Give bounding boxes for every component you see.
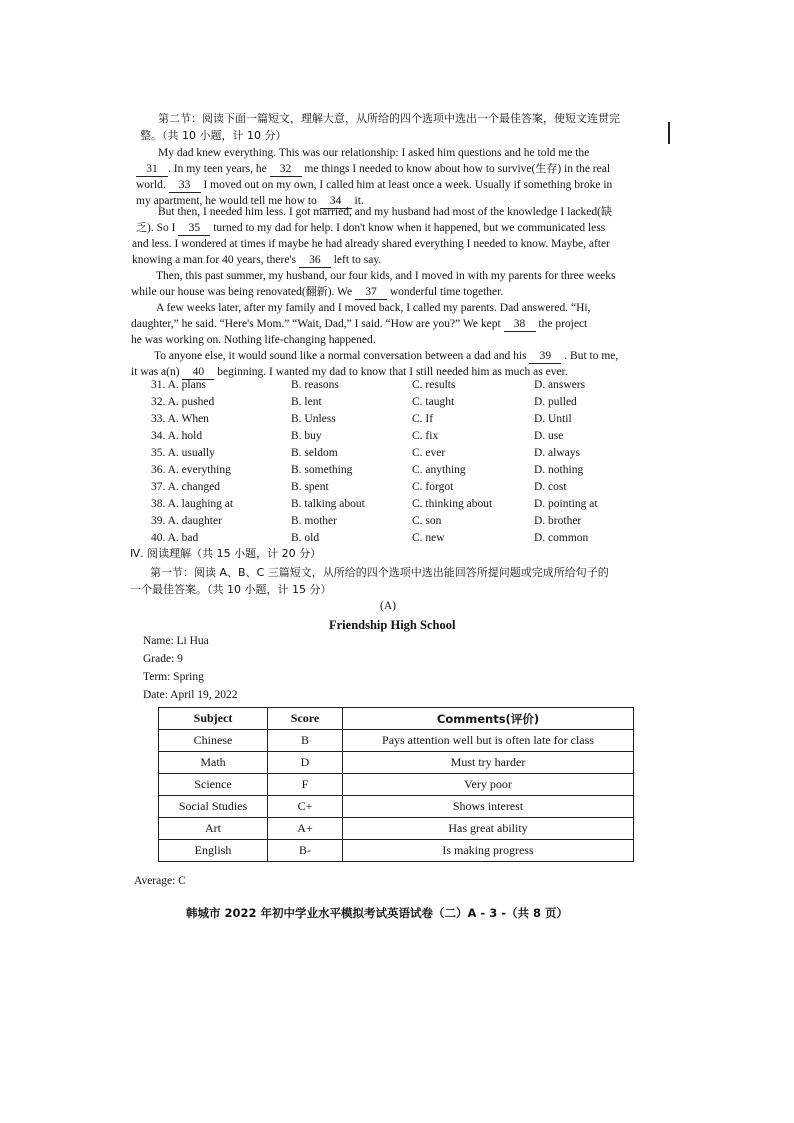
option-32-a: 32. A. pushed	[151, 396, 215, 408]
blank-39: 39	[529, 350, 561, 364]
student-grade: Grade: 9	[143, 653, 183, 665]
cell-score: A+	[268, 818, 343, 840]
option-31-c: C. results	[412, 379, 456, 391]
option-32-b: B. lent	[291, 396, 322, 408]
cell-score: F	[268, 774, 343, 796]
option-33-b: B. Unless	[291, 413, 336, 425]
table-header-row	[159, 708, 634, 730]
option-35-c: C. ever	[412, 447, 446, 459]
section2-instruction-line2: 整。（共 10 小题，计 10 分）	[140, 129, 287, 142]
option-36-c: C. anything	[412, 464, 466, 476]
option-38-c: C. thinking about	[412, 498, 493, 510]
cell-comment: Has great ability	[343, 818, 634, 840]
option-33-c: C. If	[412, 413, 434, 425]
blank-32: 32	[270, 163, 302, 177]
passage-line: knowing a man for 40 years, there's 36 left to say.	[132, 254, 382, 266]
report-date: Date: April 19, 2022	[143, 689, 238, 701]
option-37-b: B. spent	[291, 481, 329, 493]
option-31-b: B. reasons	[291, 379, 339, 391]
option-31-a: 31. A. plans	[151, 379, 206, 391]
passage-line: it was a(n) 40 beginning. I wanted my dad to know that I still needed him as much as ever.	[131, 366, 568, 378]
cell-comment: Shows interest	[343, 796, 634, 818]
page-footer: 韩城市 2022 年初中学业水平模拟考试英语试卷（二）A - 3 -（共 8 页）	[186, 906, 568, 920]
option-39-a: 39. A. daughter	[151, 515, 222, 527]
passage-line: my apartment, he would tell me how to 34 it.	[136, 195, 364, 207]
option-39-d: D. brother	[534, 515, 582, 527]
table-row	[159, 774, 634, 796]
option-40-b: B. old	[291, 532, 320, 544]
cell-subject: English	[159, 840, 268, 862]
cell-subject: Social Studies	[159, 796, 268, 818]
passage-line: world. 33 I moved out on my own, I called him at least once a week. Usually if something broke in	[136, 179, 613, 191]
table-row	[159, 752, 634, 774]
table-row	[159, 840, 634, 862]
passage-line: A few weeks later, after my family and I moved back, I called my parents. Dad answered. “Hi,	[156, 302, 591, 314]
margin-mark	[668, 122, 670, 144]
option-32-d: D. pulled	[534, 396, 577, 408]
option-40-a: 40. A. bad	[151, 532, 199, 544]
column-header-score: Score	[268, 708, 343, 730]
cell-comment: Pays attention well but is often late for class	[343, 730, 634, 752]
report-card-table	[158, 707, 634, 862]
cell-subject: Art	[159, 818, 268, 840]
option-35-d: D. always	[534, 447, 580, 459]
cell-score: C+	[268, 796, 343, 818]
passage-line: he was working on. Nothing life-changing happened.	[131, 334, 376, 346]
passage-line: My dad knew everything. This was our relationship: I asked him questions and he told me the	[158, 147, 590, 159]
reading-label: (A)	[380, 600, 396, 612]
option-34-c: C. fix	[412, 430, 439, 442]
blank-31: 31	[136, 163, 168, 177]
passage-line: while our house was being renovated(翻新). We 37 wonderful time together.	[131, 285, 504, 298]
blank-35: 35	[178, 222, 210, 236]
option-34-d: D. use	[534, 430, 564, 442]
option-40-d: D. common	[534, 532, 589, 544]
option-37-c: C. forgot	[412, 481, 454, 493]
cell-score: B	[268, 730, 343, 752]
table-row	[159, 818, 634, 840]
cell-subject: Science	[159, 774, 268, 796]
option-34-b: B. buy	[291, 430, 322, 442]
cell-comment: Must try harder	[343, 752, 634, 774]
column-header-comments: Comments(评价)	[343, 708, 634, 730]
option-39-b: B. mother	[291, 515, 337, 527]
column-header-subject: Subject	[159, 708, 268, 730]
option-36-a: 36. A. everything	[151, 464, 231, 476]
cell-subject: Math	[159, 752, 268, 774]
section2-instruction-line1: 第二节：阅读下面一篇短文，理解大意，从所给的四个选项中选出一个最佳答案，使短文连贯完	[158, 112, 620, 125]
passage-line: 31 . In my teen years, he 32 me things I needed to know about how to survive(生存) in the real	[136, 161, 610, 177]
passage-line: Then, this past summer, my husband, our four kids, and I moved in with my parents for three weeks	[156, 270, 616, 282]
section4-instruction-line2: 一个最佳答案。（共 10 小题，计 15 分）	[130, 583, 332, 596]
option-34-a: 34. A. hold	[151, 430, 203, 442]
term: Term: Spring	[143, 671, 204, 683]
option-36-b: B. something	[291, 464, 353, 476]
cell-score: B-	[268, 840, 343, 862]
passage-line: But then, I needed him less. I got married, and my husband had most of the knowledge I lacked(缺	[158, 205, 612, 218]
cell-comment: Very poor	[343, 774, 634, 796]
option-35-b: B. seldom	[291, 447, 338, 459]
option-40-c: C. new	[412, 532, 445, 544]
option-32-c: C. taught	[412, 396, 455, 408]
option-37-a: 37. A. changed	[151, 481, 220, 493]
table-row	[159, 796, 634, 818]
blank-37: 37	[355, 286, 387, 300]
passage-line: 乏). So I 35 turned to my dad for help. I don't know when it happened, but we communicated less	[136, 221, 606, 234]
option-37-d: D. cost	[534, 481, 567, 493]
blank-36: 36	[299, 254, 331, 268]
blank-38: 38	[504, 318, 536, 332]
table-row	[159, 730, 634, 752]
option-38-b: B. talking about	[291, 498, 365, 510]
report-title: Friendship High School	[329, 618, 456, 632]
option-39-c: C. son	[412, 515, 442, 527]
blank-40: 40	[182, 366, 214, 380]
blank-34: 34	[320, 195, 352, 209]
section4-heading: Ⅳ. 阅读理解（共 15 小题，计 20 分）	[130, 547, 322, 560]
section4-instruction-line1: 第一节：阅读 A、B、C 三篇短文，从所给的四个选项中选出能回答所提问题或完成所给句子的	[150, 566, 609, 579]
cell-comment: Is making progress	[343, 840, 634, 862]
option-33-a: 33. A. When	[151, 413, 209, 425]
blank-33: 33	[169, 179, 201, 193]
passage-line: and less. I wondered at times if maybe he had already shared everything I needed to know. Maybe, after	[132, 238, 610, 250]
average-grade: Average: C	[134, 875, 186, 887]
option-38-a: 38. A. laughing at	[151, 498, 234, 510]
cell-score: D	[268, 752, 343, 774]
passage-line: To anyone else, it would sound like a normal conversation between a dad and his 39 . But to me,	[154, 350, 619, 362]
option-31-d: D. answers	[534, 379, 586, 391]
option-38-d: D. pointing at	[534, 498, 598, 510]
student-name: Name: Li Hua	[143, 635, 209, 647]
option-33-d: D. Until	[534, 413, 572, 425]
option-35-a: 35. A. usually	[151, 447, 215, 459]
passage-line: daughter,” he said. “Here's Mom.” “Wait, Dad,” I said. “How are you?” We kept 38 the project	[131, 318, 588, 330]
cell-subject: Chinese	[159, 730, 268, 752]
option-36-d: D. nothing	[534, 464, 584, 476]
